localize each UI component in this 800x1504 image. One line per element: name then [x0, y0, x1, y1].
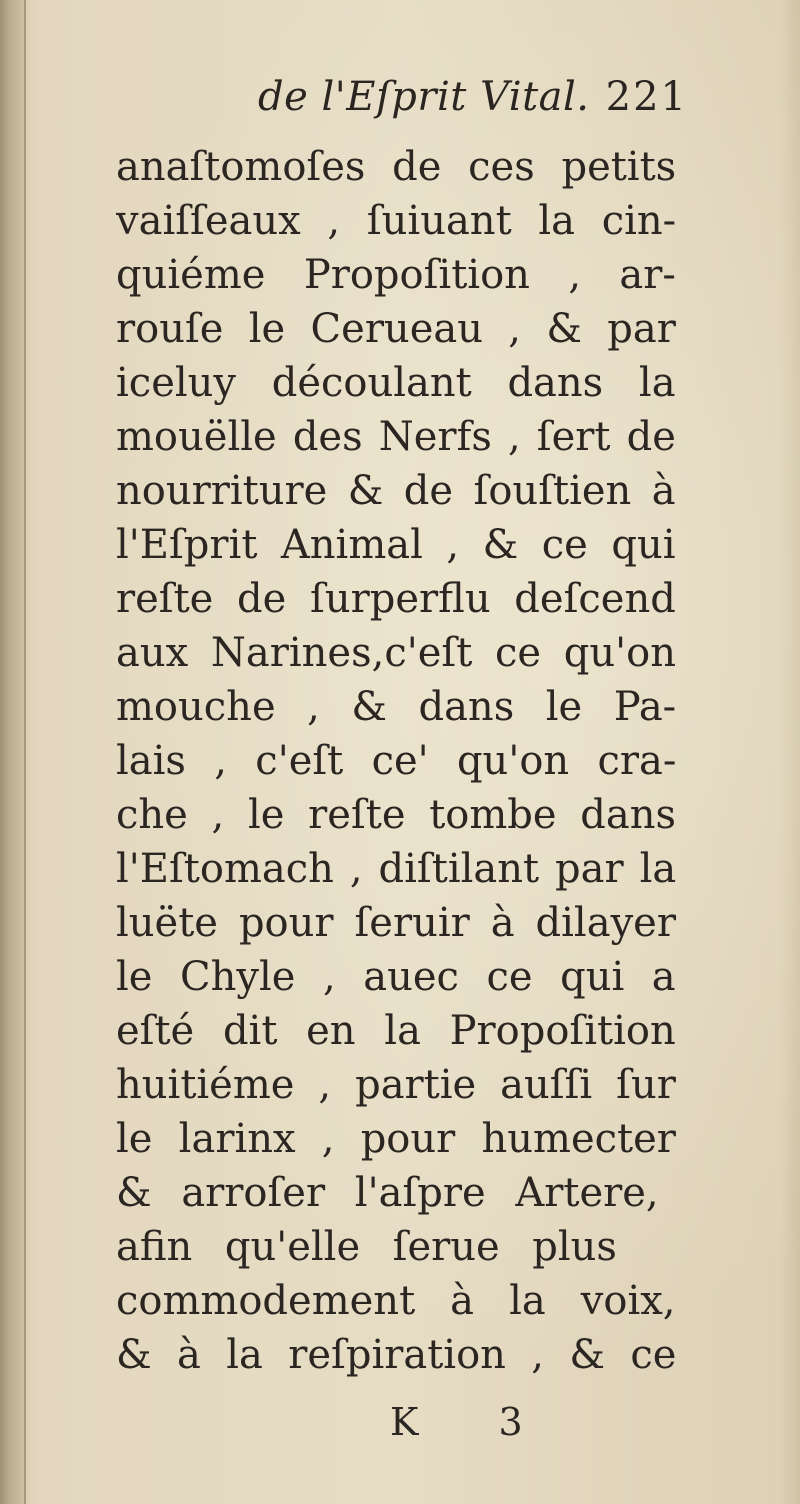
line-text: lais , c'eſt ce' qu'on cra-: [116, 738, 676, 784]
line-text: mouche , & dans le Pa-: [116, 684, 676, 730]
page-header: [118, 74, 688, 134]
line-text: aux Narines,c'eſt ce qu'on: [116, 630, 676, 676]
line-text: afin qu'elle ſerue plus: [116, 1224, 617, 1270]
running-title: de l'Eſprit Vital.: [258, 74, 590, 120]
page-number: 221: [605, 74, 688, 120]
line-text: nourriture & de ſouſtien à: [116, 468, 676, 514]
gutter-fold-line: [24, 0, 26, 1504]
text-line: [116, 1112, 676, 1166]
line-text: le larinx , pour humecter: [116, 1116, 676, 1162]
text-line: [116, 518, 676, 572]
body-text: [116, 140, 676, 1382]
text-line: [116, 734, 676, 788]
line-text: rouſe le Cerueau , & par: [116, 306, 676, 352]
text-line: [116, 1220, 676, 1274]
line-text: & à la reſpiration , & ce: [116, 1332, 676, 1378]
text-line: [116, 1058, 676, 1112]
text-line: [116, 194, 676, 248]
text-line: [116, 1274, 676, 1328]
line-text: mouëlle des Nerfs , ſert de: [116, 414, 676, 460]
text-line: [116, 140, 676, 194]
text-line: [116, 410, 676, 464]
line-text: iceluy découlant dans la: [116, 360, 676, 406]
line-text: reſte de ſurperflu deſcend: [116, 576, 676, 622]
text-line: [116, 680, 676, 734]
line-text: vaiſſeaux , ſuiuant la cin-: [116, 198, 676, 244]
text-line: [116, 896, 676, 950]
line-text: le Chyle , auec ce qui a: [116, 954, 676, 1000]
line-text: anaſtomoſes de ces petits: [116, 144, 676, 190]
line-text: l'Eſtomach , diſtilant par la: [116, 846, 676, 892]
text-line: [116, 464, 676, 518]
line-text: quiéme Propoſition , ar-: [116, 252, 676, 298]
text-line: [116, 788, 676, 842]
line-text: che , le reſte tombe dans: [116, 792, 676, 838]
text-line: [116, 950, 676, 1004]
text-line: [116, 626, 676, 680]
text-line: [116, 572, 676, 626]
line-text: l'Eſprit Animal , & ce qui: [116, 522, 676, 568]
text-line: [116, 248, 676, 302]
signature-mark: K 3: [390, 1400, 557, 1444]
text-line: [116, 302, 676, 356]
line-text: commodement à la voix,: [116, 1278, 676, 1324]
line-text: & arroſer l'aſpre Artere,: [116, 1170, 659, 1216]
text-line: [116, 356, 676, 410]
text-line: [116, 1004, 676, 1058]
line-text: huitiéme , partie auſſi ſur: [116, 1062, 676, 1108]
text-line: [116, 842, 676, 896]
line-text: luëte pour ſeruir à dilayer: [116, 900, 676, 946]
line-text: eſté dit en la Propoſition: [116, 1008, 676, 1054]
text-line: [116, 1328, 676, 1382]
text-line: [116, 1166, 676, 1220]
binding-gutter: [0, 0, 26, 1504]
